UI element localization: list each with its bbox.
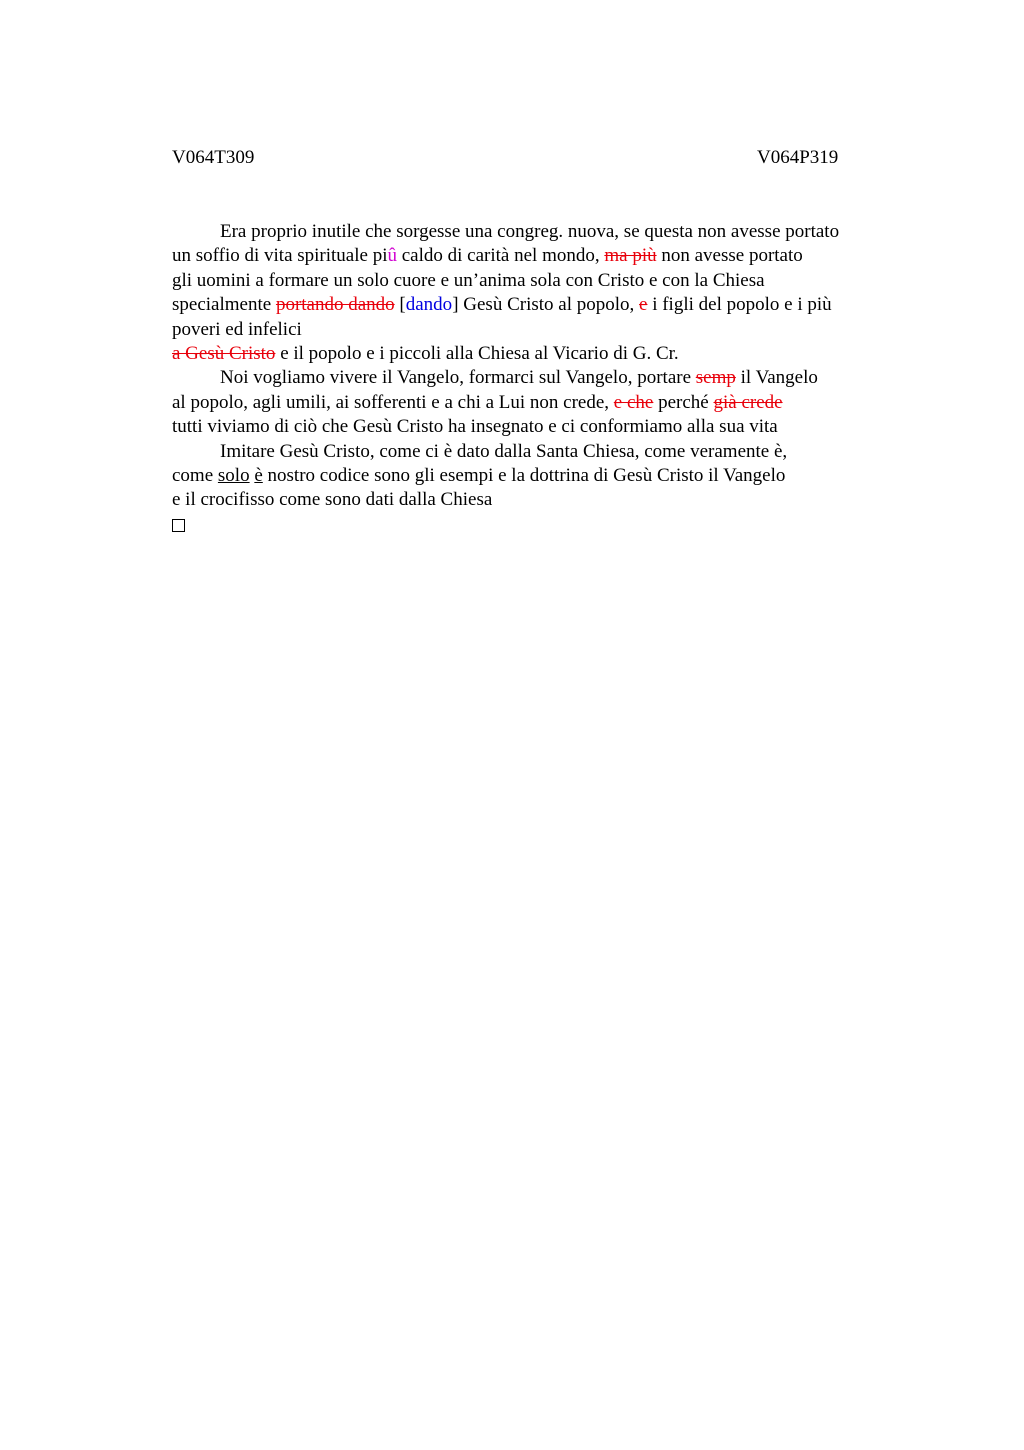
text-span: e il crocifisso come sono dati dalla Chiesa bbox=[172, 489, 493, 511]
underlined-text: solo bbox=[217, 464, 250, 486]
paragraph-3-line-3 bbox=[172, 488, 932, 512]
deleted-text: già crede bbox=[713, 391, 783, 413]
text-span: poveri ed infelici bbox=[172, 318, 302, 340]
text-span: i figli del popolo e i più bbox=[647, 294, 832, 316]
text-span: un soffio di vita spirituale pi bbox=[172, 245, 388, 267]
text-span: e il popolo e i piccoli alla Chiesa al Vicario di G. Cr. bbox=[275, 342, 679, 364]
text-span: caldo di carità nel mondo, bbox=[397, 245, 605, 267]
paragraph-2-line-3 bbox=[172, 415, 932, 439]
deleted-text: a Gesù Cristo bbox=[172, 342, 276, 364]
text-span: Era proprio inutile che sorgesse una congreg. nuova, se questa non avesse portato bbox=[220, 221, 840, 242]
text-span: [ bbox=[394, 294, 406, 316]
inserted-text: û bbox=[387, 245, 397, 267]
deleted-text: semp bbox=[695, 367, 736, 389]
document-code-left: V064T309 bbox=[172, 147, 255, 168]
paragraph-3-line-2 bbox=[172, 464, 932, 488]
text-span: gli uomini a formare un solo cuore e un’anima sola con Cristo e con la Chiesa bbox=[172, 269, 765, 291]
deleted-text: e che bbox=[613, 391, 654, 413]
text-span: ] Gesù Cristo al popolo, bbox=[452, 294, 640, 316]
end-marker-line bbox=[172, 513, 932, 537]
empty-square-icon bbox=[172, 519, 185, 532]
deleted-text: portando dando bbox=[275, 294, 395, 316]
paragraph-1-line-1 bbox=[172, 220, 932, 244]
text-span: non avesse portato bbox=[656, 245, 803, 267]
inserted-text: dando bbox=[405, 294, 453, 316]
text-span: il Vangelo bbox=[735, 367, 818, 389]
transcription-body bbox=[172, 220, 932, 537]
paragraph-2-line-1 bbox=[172, 366, 932, 390]
paragraph-1-line-3 bbox=[172, 269, 932, 293]
text-span: Noi vogliamo vivere il Vangelo, formarci sul Vangelo, portare bbox=[220, 367, 696, 389]
underlined-text: è bbox=[254, 464, 263, 486]
text-span: nostro codice sono gli esempi e la dottrina di Gesù Cristo il Vangelo bbox=[262, 464, 786, 486]
paragraph-2-line-2 bbox=[172, 391, 932, 415]
paragraph-3-line-1 bbox=[172, 440, 932, 464]
deleted-text: ma più bbox=[604, 245, 657, 267]
paragraph-1-line-2 bbox=[172, 244, 932, 268]
text-span: Imitare Gesù Cristo, come ci è dato dalla Santa Chiesa, come veramente è, bbox=[220, 440, 788, 462]
text-span: perché bbox=[653, 391, 714, 413]
deleted-text: e bbox=[639, 294, 648, 316]
text-span: al popolo, agli umili, ai sofferenti e a chi a Lui non crede, bbox=[172, 391, 614, 413]
paragraph-1-line-4 bbox=[172, 293, 932, 317]
paragraph-1-line-5 bbox=[172, 318, 932, 342]
text-span: specialmente bbox=[172, 294, 276, 316]
document-code-right: V064P319 bbox=[757, 147, 839, 168]
text-span: come bbox=[172, 464, 218, 486]
text-span: tutti viviamo di ciò che Gesù Cristo ha insegnato e ci conformiamo alla sua vita bbox=[172, 416, 778, 438]
paragraph-1-line-6 bbox=[172, 342, 932, 366]
